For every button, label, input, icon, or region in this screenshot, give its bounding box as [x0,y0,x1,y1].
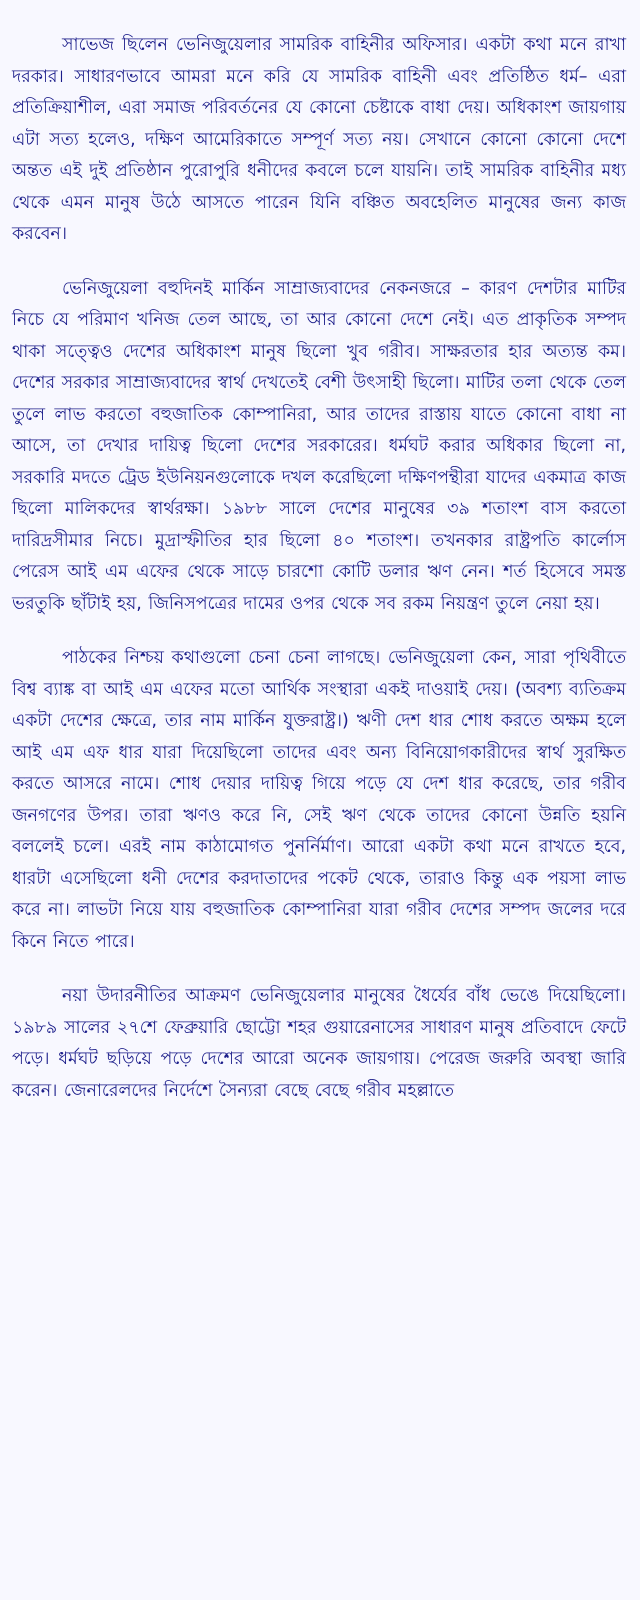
paragraph-1: সাভেজ ছিলেন ভেনিজুয়েলার সামরিক বাহিনীর অফিসার। একটা কথা মনে রাখা দরকার। সাধারণভাবে আমরা মনে করি যে সামরিক বাহিনী এবং প্রতিষ্ঠিত ধর্ম– এরা প্রতিক্রিয়াশীল, এরা সমাজ পরিবর্তনের যে কোনো চেষ্টাকে বাধা দেয়। অধিকাংশ জায়গায় এটা সত্য হলেও, দক্ষিণ আমেরিকাতে সম্পূর্ণ সত্য নয়। সেখানে কোনো কোনো দেশে অন্তত এই দুই প্রতিষ্ঠান পুরোপুরি ধনীদের কবলে চলে যায়নি। তাই সামরিক বাহিনীর মধ্য থেকে এমন মানুষ উঠে আসতে পারেন যিনি বঞ্চিত অবহেলিত মানুষের জন্য কাজ করবেন। [12,35,626,244]
paragraph-2: ভেনিজুয়েলা বহুদিনই মার্কিন সাম্রাজ্যবাদের নেকনজরে – কারণ দেশটার মাটির নিচে যে পরিমাণ খনিজ তেল আছে, তা আর কোনো দেশে নেই। এত প্রাকৃতিক সম্পদ থাকা সত্ত্বেও দেশের অধিকাংশ মানুষ ছিলো খুব গরীব। সাক্ষরতার হার অত্যন্ত কম। দেশের সরকার সাম্রাজ্যবাদের স্বার্থ দেখতেই বেশী উৎসাহী ছিলো। মাটির তলা থেকে তেল তুলে লাভ করতো বহুজাতিক কোম্পানিরা, আর তাদের রাস্তায় যাতে কোনো বাধা না আসে, তা দেখার দায়িত্ব ছিলো দেশের সরকারের। ধর্মঘট করার অধিকার ছিলো না, সরকারি মদতে ট্রেড ইউনিয়নগুলোকে দখল করেছিলো দক্ষিণপন্থীরা যাদের একমাত্র কাজ ছিলো মালিকদের স্বার্থরক্ষা। ১৯৮৮ সালে দেশের মানুষের ৩৯ শতাংশ বাস করতো দারিদ্রসীমার নিচে। মুদ্রাস্ফীতির হার ছিলো ৪০ শতাংশ। তখনকার রাষ্ট্রপতি কার্লোস পেরেস আই এম এফের থেকে সাড়ে চারশো কোটি ডলার ঋণ নেন। শর্ত হিসেবে সমস্ত ভরতুকি ছাঁটাই হয়, জিনিসপত্রের দামের ওপর থেকে সব রকম নিয়ন্ত্রণ তুলে নেয়া হয়। [12,278,626,614]
paragraph-4: নয়া উদারনীতির আক্রমণ ভেনিজুয়েলার মানুষের ধৈর্যের বাঁধ ভেঙে দিয়েছিলো। ১৯৮৯ সালের ২৭শে ফেব্রুয়ারি ছোট্টো শহর গুয়ারেনাসের সাধারণ মানুষ প্রতিবাদে ফেটে পড়ে। ধর্মঘট ছড়িয়ে পড়ে দেশের আরো অনেক জায়গায়। পেরেজ জরুরি অবস্থা জারি করেন। জেনারেলদের নির্দেশে সৈন্যরা বেছে বেছে গরীব মহল্লাতে [12,986,626,1101]
paragraph-3: পাঠকের নিশ্চয় কথাগুলো চেনা চেনা লাগছে। ভেনিজুয়েলা কেন, সারা পৃথিবীতে বিশ্ব ব্যাঙ্ক বা আই এম এফের মতো আর্থিক সংস্থারা একই দাওয়াই দেয়। (অবশ্য ব্যতিক্রম একটা দেশের ক্ষেত্রে, তার নাম মার্কিন যুক্তরাষ্ট্র।) ঋণী দেশ ধার শোধ করতে অক্ষম হলে আই এম এফ ধার যারা দিয়েছিলো তাদের এবং অন্য বিনিয়োগকারীদের স্বার্থ সুরক্ষিত করতে আসরে নামে। শোধ দেয়ার দায়িত্ব গিয়ে পড়ে যে দেশ ধার করেছে, তার গরীব জনগণের উপর। তারা ঋণও করে নি, সেই ঋণ থেকে তাদের কোনো উন্নতি হয়নি বললেই চলে। এরই নাম কাঠামোগত পুনর্নির্মাণ। আরো একটা কথা মনে রাখতে হবে, ধারটা এসেছিলো ধনী দেশের করদাতাদের পকেট থেকে, তারাও কিন্তু এক পয়সা লাভ করে না। লাভটা নিয়ে যায় বহুজাতিক কোম্পানিরা যারা গরীব দেশের সম্পদ জলের দরে কিনে নিতে পারে। [12,648,626,952]
